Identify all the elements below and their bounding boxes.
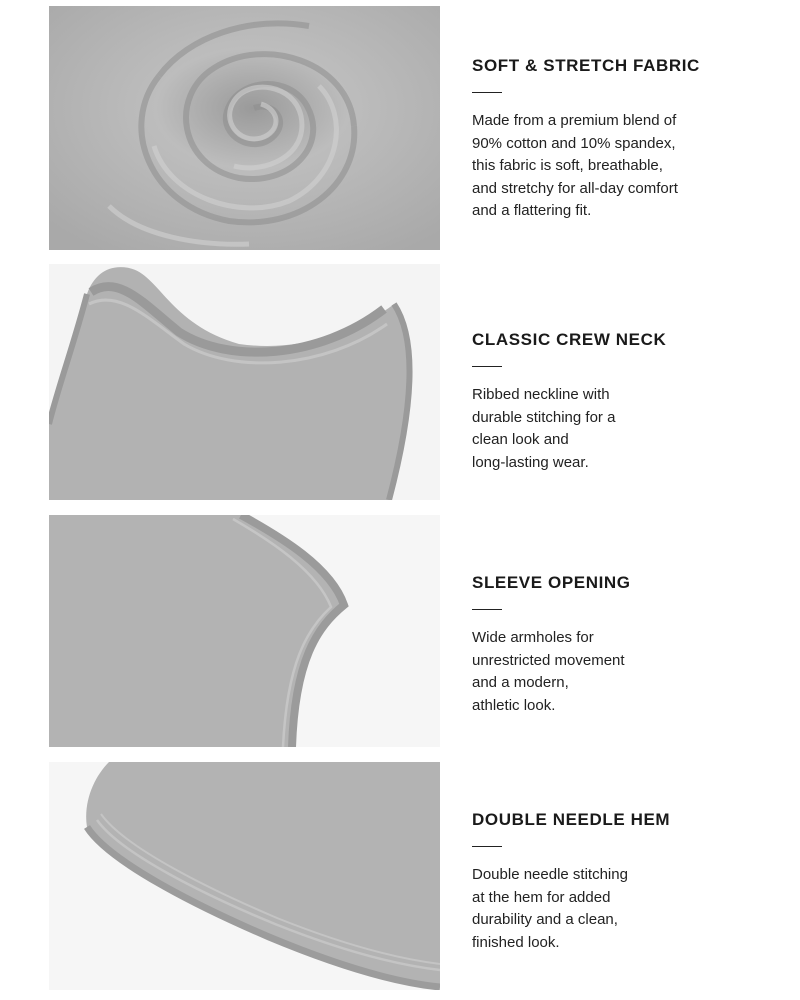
hem-image	[49, 762, 440, 990]
feature-double-needle-hem-text	[472, 810, 772, 954]
feature-description: Wide armholes for unrestricted movement and a modern, athletic look.	[472, 629, 625, 714]
feature-title: SOFT & STRETCH FABRIC	[472, 56, 700, 75]
feature-double-needle-hem	[0, 762, 800, 990]
feature-crew-neck-text	[472, 330, 772, 474]
title-divider	[472, 609, 502, 610]
feature-fabric-text	[472, 56, 772, 223]
feature-sleeve-opening	[0, 515, 800, 747]
feature-title: DOUBLE NEEDLE HEM	[472, 810, 671, 829]
feature-description: Ribbed neckline with durable stitching for a clean look and long-lasting wear.	[472, 386, 616, 471]
feature-title: SLEEVE OPENING	[472, 573, 631, 592]
fabric-swirl-image	[49, 6, 440, 250]
crew-neck-image	[49, 264, 440, 500]
sleeve-opening-image	[49, 515, 440, 747]
feature-description: Made from a premium blend of 90% cotton and 10% spandex, this fabric is soft, breathable, and stretchy for all-day comfort and a flattering fit.	[472, 112, 678, 219]
feature-description: Double needle stitching at the hem for added durability and a clean, finished look.	[472, 866, 628, 951]
title-divider	[472, 846, 502, 847]
title-divider	[472, 366, 502, 367]
title-divider	[472, 92, 502, 93]
feature-title: CLASSIC CREW NECK	[472, 330, 667, 349]
feature-sleeve-opening-text	[472, 573, 772, 717]
feature-crew-neck	[0, 264, 800, 500]
feature-fabric	[0, 6, 800, 250]
